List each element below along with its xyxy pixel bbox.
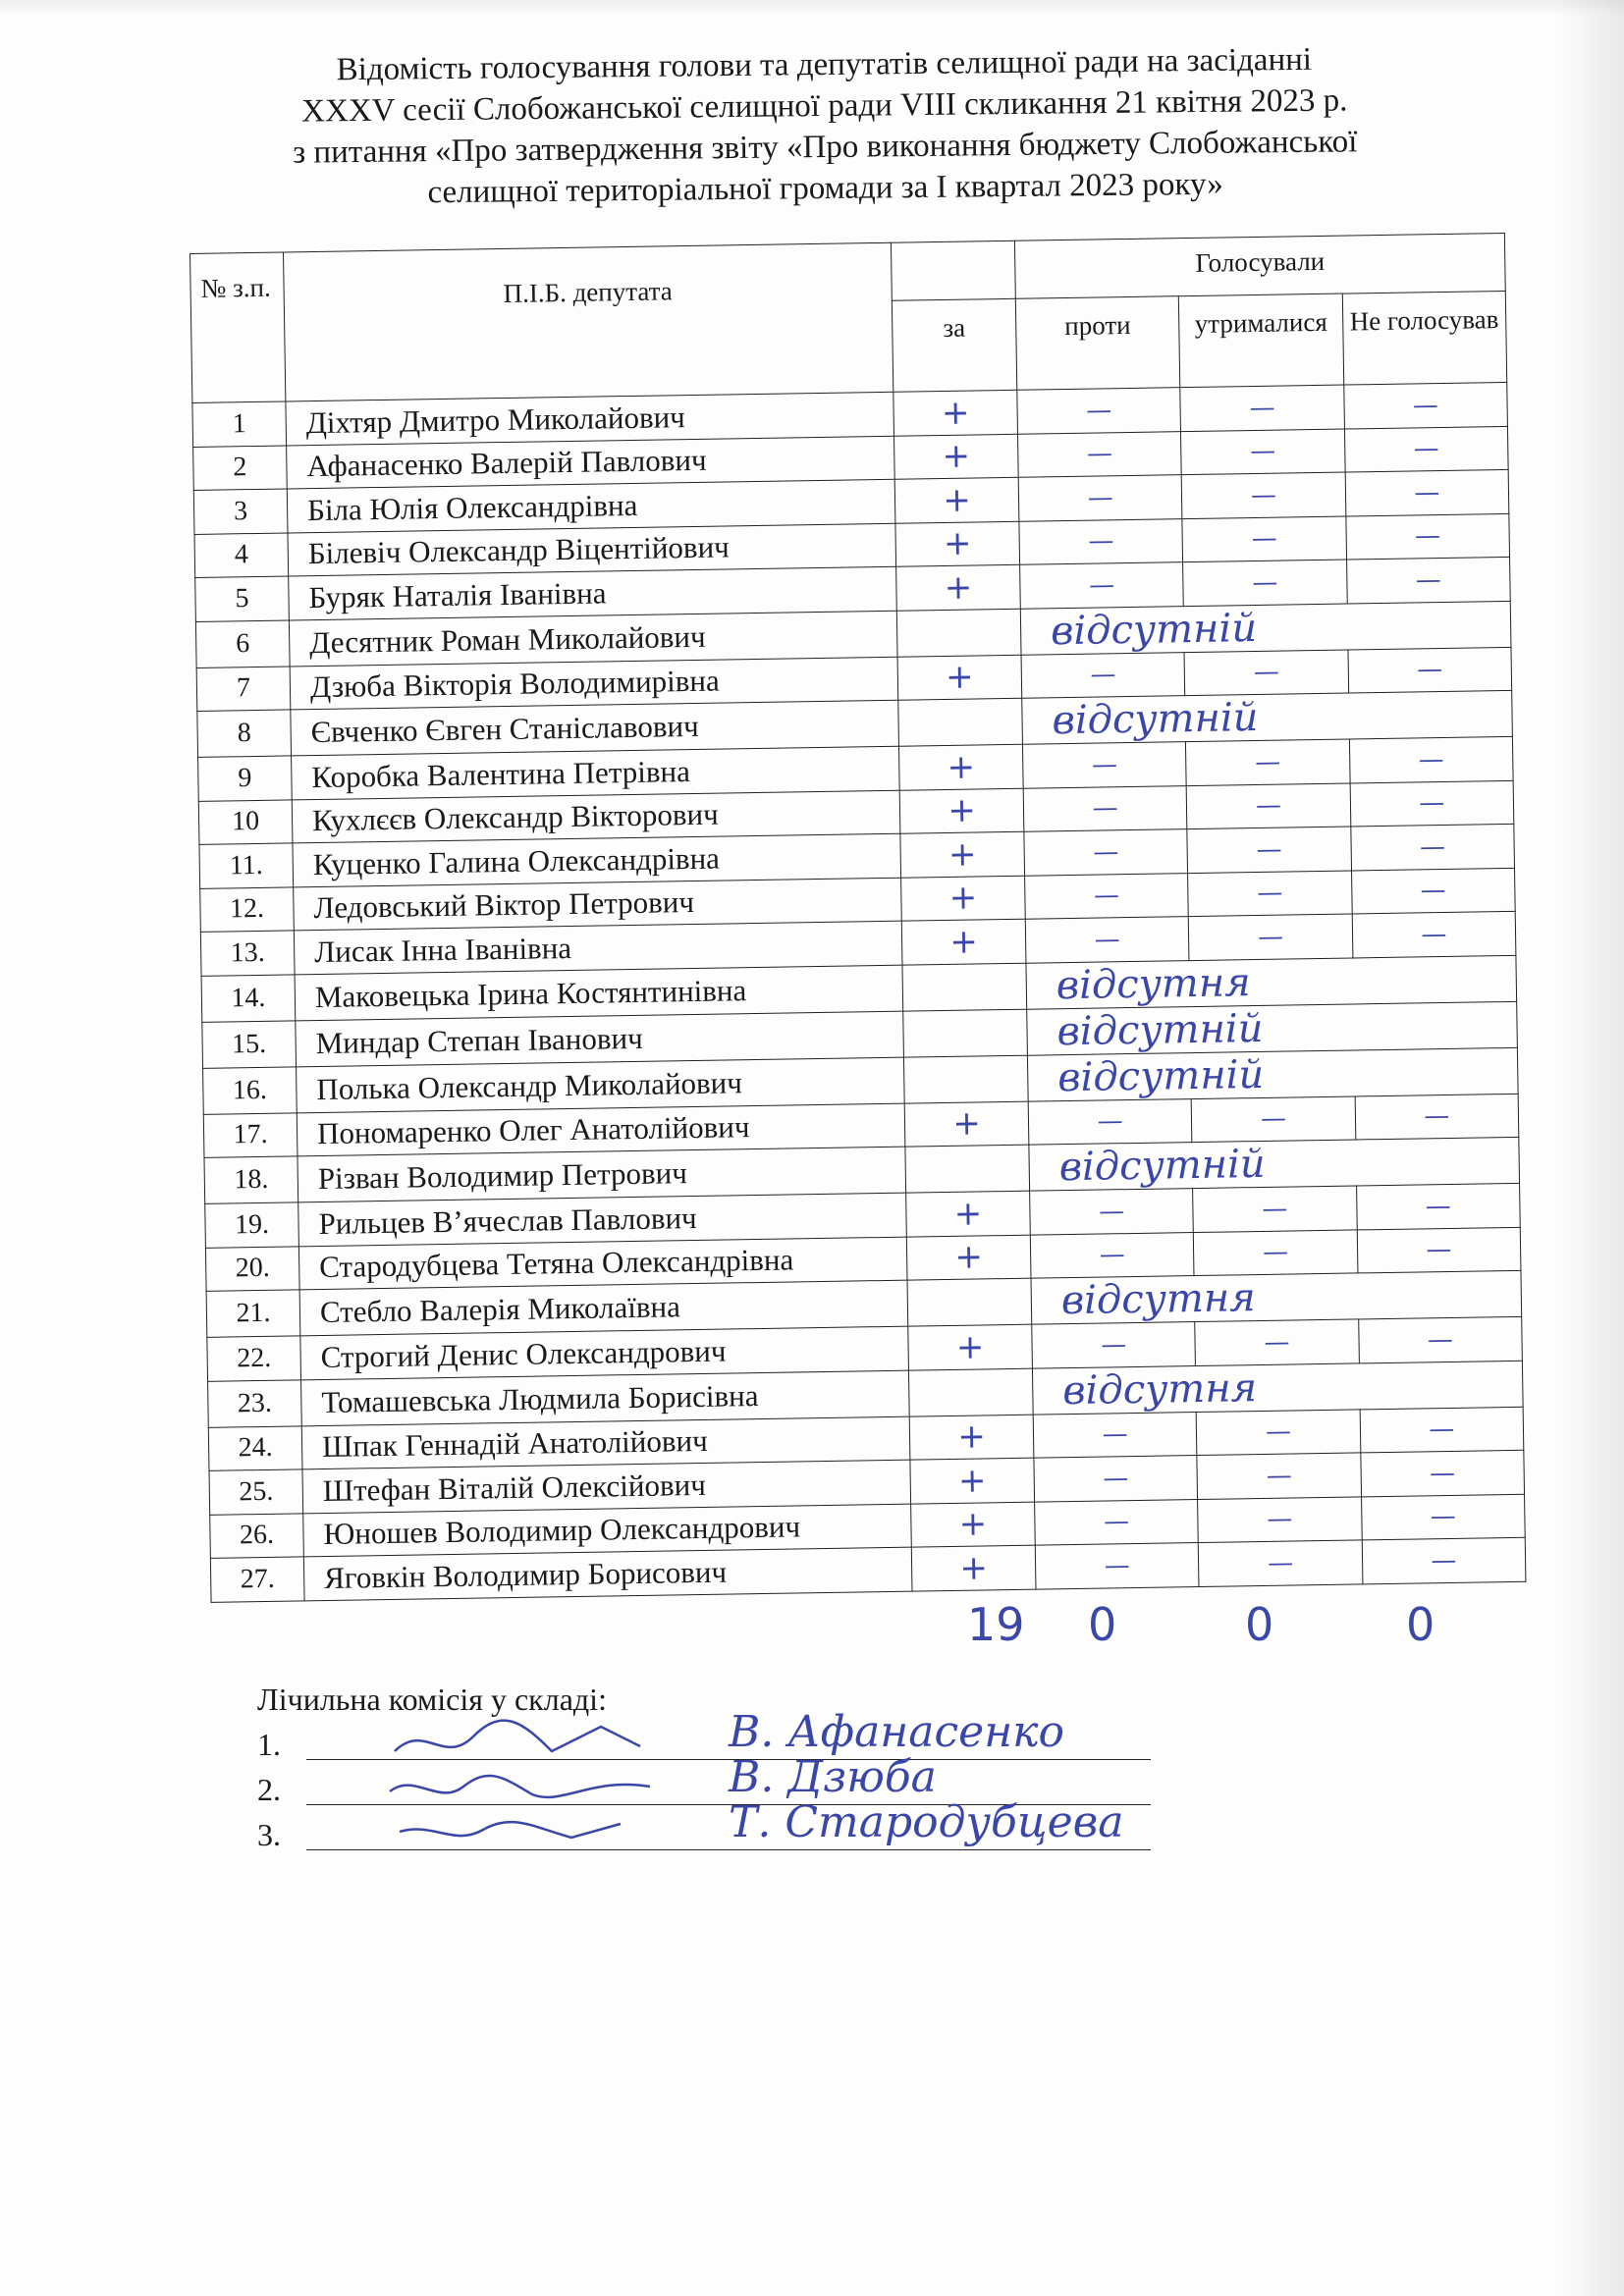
deputy-name: Євченко Євген Станіславович [291,700,899,756]
vote-ne-holosuvav-dash: — [1352,911,1516,957]
row-number: 15. [202,1020,297,1067]
total-proty: 0 [1088,1598,1117,1651]
row-number: 20. [205,1246,299,1291]
voting-table [189,233,1526,1602]
total-utrymalysia: 0 [1245,1598,1274,1651]
vote-za-mark: + [911,1502,1036,1547]
deputy-name: Діхтяр Дмитро Миколайович [286,392,894,445]
vote-ne-holosuvav-dash: — [1356,1183,1520,1229]
deputy-name: Полька Олександр Миколайович [297,1057,905,1113]
commission-member-number: 3. [257,1817,281,1852]
voting-table-wrapper [189,233,1526,1602]
row-number: 4 [194,532,289,577]
vote-utrymalysia-dash: — [1193,1186,1357,1232]
vote-utrymalysia-dash: — [1195,1319,1359,1365]
vote-za-mark: + [895,521,1020,566]
deputy-name: Афанасенко Валерій Павлович [287,436,895,489]
deputy-name: Коробка Валентина Петрівна [292,746,900,799]
vote-utrymalysia-dash: — [1194,1229,1358,1275]
row-number: 23. [208,1379,302,1426]
vote-ne-holosuvav-dash: — [1360,1407,1524,1453]
vote-proty-dash: — [1033,1412,1197,1458]
row-number: 18. [204,1156,298,1203]
scan-edge-top [0,0,1624,16]
absent-note: відсутній [1020,601,1511,655]
vote-za-mark: + [910,1458,1035,1503]
vote-ne-holosuvav-dash: — [1357,1227,1521,1273]
vote-proty-dash: — [1024,829,1188,876]
vote-utrymalysia-dash: — [1197,1453,1361,1499]
row-number: 21. [206,1290,300,1337]
absent-note: відсутній [1027,1001,1518,1055]
absent-note: відсутня [1032,1361,1523,1415]
vote-utrymalysia-dash: — [1182,516,1346,562]
deputy-name: Пономаренко Олег Анатолійович [297,1103,905,1156]
vote-za-mark: + [901,919,1026,964]
row-number: 27. [210,1557,304,1602]
header-ne-holosuvav: Не голосував [1342,291,1507,385]
row-number: 7 [196,666,291,711]
header-name: П.І.Б. депутата [283,242,893,401]
row-number: 24. [208,1425,302,1470]
row-number: 26. [210,1513,304,1558]
vote-ne-holosuvav-dash: — [1361,1494,1525,1540]
vote-za-mark: + [911,1545,1036,1590]
vote-za-mark: + [900,831,1025,877]
row-number: 19. [205,1202,299,1248]
vote-za-mark: + [904,1101,1029,1147]
commission-member-name: В. Афанасенко [729,1707,1064,1757]
vote-proty-dash: — [1025,873,1189,919]
deputy-name: Десятник Роман Миколайович [289,611,897,667]
deputy-name: Стебло Валерія Миколаївна [299,1280,908,1336]
commission-member-number: 2. [257,1772,281,1807]
vote-ne-holosuvav-dash: — [1346,557,1510,603]
vote-ne-holosuvav-dash: — [1351,868,1515,914]
row-number: 11. [199,843,294,888]
vote-proty-dash: — [1030,1189,1194,1235]
vote-za-mark: + [908,1324,1033,1369]
deputy-name: Стародубцева Тетяна Олександрівна [298,1237,907,1290]
table-body [192,382,1526,1601]
counting-commission [257,1677,1124,1857]
deputy-name: Білевіч Олександр Віцентійович [288,523,896,576]
vote-za-mark [903,1009,1028,1057]
vote-za-mark: + [901,876,1026,921]
vote-utrymalysia-dash: — [1181,472,1345,518]
scan-edge-right [1555,0,1624,2296]
deputy-name: Шпак Геннадій Анатолійович [301,1416,910,1469]
deputy-name: Ледовський Віктор Петрович [294,878,902,931]
vote-za-mark: + [899,788,1024,833]
vote-utrymalysia-dash: — [1186,739,1350,785]
row-number: 13. [200,931,295,976]
handwritten-signature [385,1802,679,1861]
row-number: 17. [203,1112,298,1157]
vote-za-mark [905,1145,1030,1193]
vote-za-mark [896,609,1021,657]
vote-proty-dash: — [1018,475,1182,521]
vote-utrymalysia-dash: — [1188,870,1352,916]
vote-za-mark [898,698,1023,746]
vote-ne-holosuvav-dash: — [1355,1094,1519,1140]
vote-za-mark: + [897,655,1022,700]
deputy-name: Дзюба Вікторія Володимирівна [290,657,898,710]
absent-note: відсутній [1029,1137,1520,1191]
commission-label: Лічильна комісія у складі: [257,1682,607,1717]
vote-za-mark [902,963,1027,1011]
title-line-2: XXXV сесії Слобожанської селищної ради VIII скликання 21 квітня 2023 р. [300,82,1348,130]
vote-za-mark: + [906,1235,1031,1280]
deputy-name: Буряк Наталія Іванівна [289,566,897,619]
vote-utrymalysia-dash: — [1180,385,1344,431]
deputy-name: Лисак Інна Іванівна [294,921,902,974]
vote-za-mark [903,1055,1028,1103]
vote-proty-dash: — [1017,431,1181,477]
deputy-name: Різван Володимир Петрович [298,1147,906,1202]
vote-za-mark [908,1368,1033,1416]
vote-proty-dash: — [1023,785,1187,831]
deputy-name: Рильцев В’ячеслав Павлович [298,1193,907,1246]
vote-proty-dash: — [1035,1499,1199,1545]
absent-note: відсутня [1031,1270,1522,1324]
header-num: № з.п. [190,252,286,402]
absent-note: відсутній [1027,1047,1518,1101]
vote-utrymalysia-dash: — [1183,560,1347,606]
row-number: 12. [200,886,295,932]
absent-note: відсутній [1022,690,1513,744]
vote-ne-holosuvav-dash: — [1362,1537,1526,1583]
deputy-name: Строгий Денис Олександрович [300,1326,909,1379]
vote-utrymalysia-dash: — [1196,1409,1360,1455]
deputy-name: Кухлєєв Олександр Вікторович [292,790,900,843]
deputy-name: Біла Юлія Олександрівна [287,479,895,532]
row-number: 16. [203,1066,298,1113]
deputy-name: Томашевська Людмила Борисівна [301,1370,910,1426]
totals-row [0,1598,1624,1657]
vote-ne-holosuvav-dash: — [1346,513,1510,560]
vote-ne-holosuvav-dash: — [1344,426,1508,472]
vote-za-mark: + [896,564,1021,610]
vote-utrymalysia-dash: — [1187,827,1351,873]
title-line-3: з питання «Про затвердження звіту «Про виконання бюджету Слобожанської [292,124,1358,171]
deputy-name: Яговкін Володимир Борисович [303,1547,912,1600]
vote-proty-dash: — [1019,518,1183,564]
vote-za-mark: + [898,744,1023,789]
title-line-1: Відомість голосування голови та депутатів селищної ради на засіданні [336,41,1313,88]
vote-proty-dash: — [1034,1456,1198,1502]
deputy-name: Куценко Галина Олександрівна [293,833,901,886]
vote-ne-holosuvav-dash: — [1350,780,1514,827]
header-proty: проти [1015,296,1180,391]
vote-proty-dash: — [1022,742,1186,788]
document-title [176,37,1474,216]
row-number: 14. [201,974,296,1021]
deputy-name: Миндар Степан Іванович [296,1011,904,1067]
row-number: 8 [197,710,292,757]
vote-proty-dash: — [1025,917,1189,963]
vote-ne-holosuvav-dash: — [1358,1316,1522,1362]
title-line-4: селищної територіальної громади за І квартал 2023 року» [427,166,1223,211]
commission-member-name: В. Дзюба [729,1752,937,1802]
commission-member-name: Т. Стародубцева [729,1797,1124,1847]
header-voted: Голосували [1014,233,1505,298]
row-number: 6 [195,619,290,667]
vote-za-mark: + [906,1191,1031,1236]
vote-utrymalysia-dash: — [1184,650,1348,696]
vote-utrymalysia-dash: — [1181,429,1345,475]
row-number: 3 [193,489,288,534]
vote-ne-holosuvav-dash: — [1345,469,1509,515]
vote-ne-holosuvav-dash: — [1350,824,1514,870]
vote-proty-dash: — [1020,562,1184,609]
commission-member [257,1797,1124,1857]
commission-member-number: 1. [257,1727,281,1762]
vote-utrymalysia-dash: — [1189,914,1353,960]
vote-proty-dash: — [1028,1098,1192,1145]
header-utrymalysia: утрималися [1179,294,1344,388]
vote-za-mark: + [894,434,1019,479]
header-za: за [892,298,1016,392]
deputy-name: Юношев Володимир Олександрович [303,1504,912,1557]
vote-za-mark [907,1278,1032,1326]
row-number: 10 [198,799,293,844]
row-number: 2 [193,445,288,490]
row-number: 22. [207,1336,301,1381]
absent-note: відсутня [1026,955,1517,1009]
vote-za-mark: + [909,1415,1034,1460]
vote-za-mark: + [894,477,1019,522]
vote-utrymalysia-dash: — [1191,1095,1355,1142]
vote-proty-dash: — [1021,652,1185,698]
row-number: 5 [195,576,290,621]
row-number: 9 [198,756,293,801]
row-number: 25. [209,1469,303,1515]
vote-proty-dash: — [1035,1543,1199,1589]
deputy-name: Маковецька Ірина Костянтинівна [295,965,903,1021]
deputy-name: Штефан Віталій Олексійович [302,1460,911,1513]
vote-proty-dash: — [1030,1232,1194,1278]
vote-ne-holosuvav-dash: — [1343,382,1507,428]
vote-utrymalysia-dash: — [1186,783,1350,829]
vote-utrymalysia-dash: — [1198,1496,1362,1542]
vote-ne-holosuvav-dash: — [1360,1450,1524,1496]
vote-ne-holosuvav-dash: — [1348,647,1512,693]
vote-ne-holosuvav-dash: — [1349,736,1513,782]
vote-za-mark: + [893,390,1018,435]
header-blank [891,240,1015,300]
vote-utrymalysia-dash: — [1199,1540,1363,1586]
vote-proty-dash: — [1032,1322,1196,1368]
vote-proty-dash: — [1017,388,1181,434]
total-za: 19 [967,1598,1025,1651]
row-number: 1 [192,401,287,447]
total-ne-holosuvav: 0 [1406,1598,1435,1651]
